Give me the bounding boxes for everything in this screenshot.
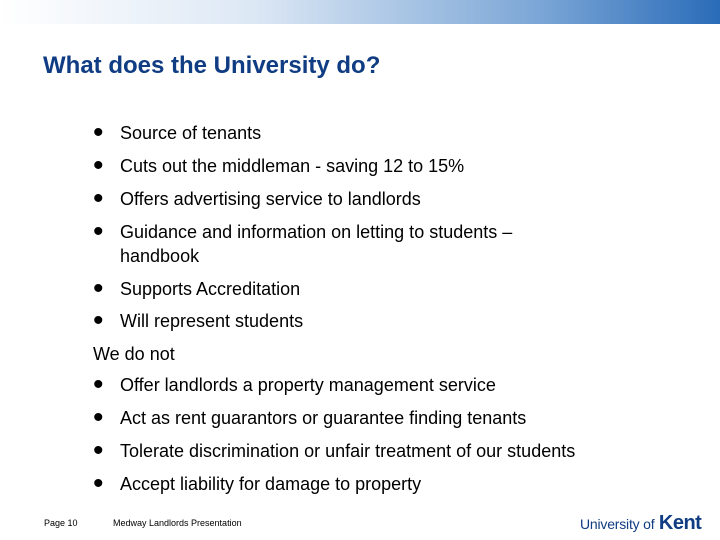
bullet-icon: • <box>93 272 104 305</box>
page-number: Page 10 <box>44 518 78 528</box>
bullet-icon: • <box>93 304 104 337</box>
bullet-icon: • <box>93 368 104 401</box>
bullet-icon: • <box>93 116 104 149</box>
slide-title: What does the University do? <box>43 52 381 79</box>
bullet-icon: • <box>93 149 104 182</box>
bullet-icon: • <box>93 467 104 500</box>
logo-name: Kent <box>658 512 702 534</box>
bullet-icon: • <box>93 401 104 434</box>
bullet-icon: • <box>93 182 104 215</box>
bullet-icon: • <box>93 434 104 467</box>
we-do-not-heading: We do not <box>93 344 175 364</box>
bullet-list: • Source of tenants • Cuts out the middleman - saving 12 to 15% • Offers advertising service to landlords • Guidance and information on letting to students – handbook • Supports Accreditation • Will represent students We do not • Offer landlords a property management service • Act as rent guarantors or guarantee finding tenants • Tolerate discrimination or unfair treatment of our students • Accept liability for damage to property <box>93 116 576 500</box>
presentation-name: Medway Landlords Presentation <box>113 518 242 528</box>
university-logo <box>580 512 701 535</box>
bullet-icon: • <box>93 215 104 248</box>
logo-prefix: University of <box>580 516 655 532</box>
